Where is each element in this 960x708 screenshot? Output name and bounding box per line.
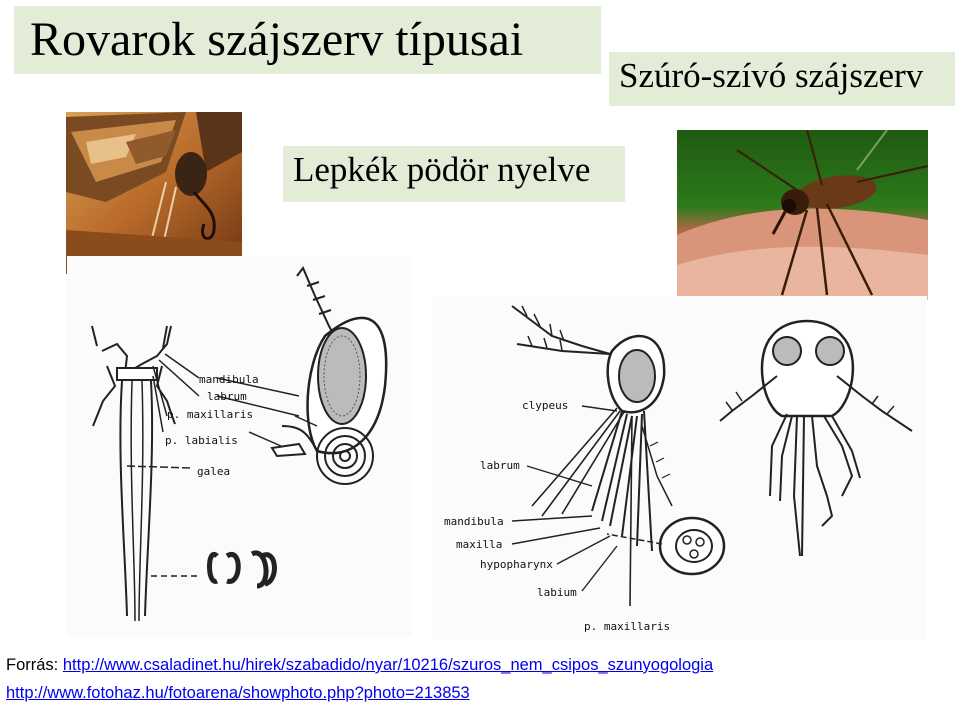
mosquito-label: labrum xyxy=(480,459,520,472)
source-line-1 xyxy=(6,656,713,675)
subtitle-right-box xyxy=(609,52,955,106)
mosquito-photo xyxy=(677,130,928,300)
title-box xyxy=(14,6,601,74)
subtitle-left-box xyxy=(283,146,625,202)
butterfly-label: labrum xyxy=(207,390,247,403)
mosquito-label: maxilla xyxy=(456,538,503,551)
butterfly-mouthpart-diagram xyxy=(67,256,412,637)
source-line-2 xyxy=(6,684,470,703)
butterfly-photo xyxy=(66,112,242,274)
slide-title: Rovarok szájszerv típusai xyxy=(30,13,524,66)
source-prefix: Forrás: xyxy=(6,656,63,674)
subtitle-right: Szúró-szívó szájszerv xyxy=(619,56,924,95)
mosquito-mouthpart-diagram xyxy=(432,296,927,640)
source-link-1[interactable]: http://www.csaladinet.hu/hirek/szabadido/nyar/10216/szuros_nem_csipos_szunyogologia xyxy=(62,656,714,674)
butterfly-label: p. maxillaris xyxy=(167,408,254,421)
butterfly-label: mandibula xyxy=(199,373,259,386)
mosquito-label: clypeus xyxy=(522,399,569,412)
mosquito-label: labium xyxy=(537,586,577,599)
source-link-2[interactable]: http://www.fotohaz.hu/fotoarena/showphoto.php?photo=213853 xyxy=(6,684,470,702)
butterfly-label: galea xyxy=(197,465,231,478)
mosquito-label: mandibula xyxy=(444,515,504,528)
mosquito-label: hypopharynx xyxy=(480,558,553,571)
subtitle-left: Lepkék pödör nyelve xyxy=(293,150,591,189)
butterfly-label: p. labialis xyxy=(165,434,238,447)
mosquito-label: p. maxillaris xyxy=(584,620,671,633)
